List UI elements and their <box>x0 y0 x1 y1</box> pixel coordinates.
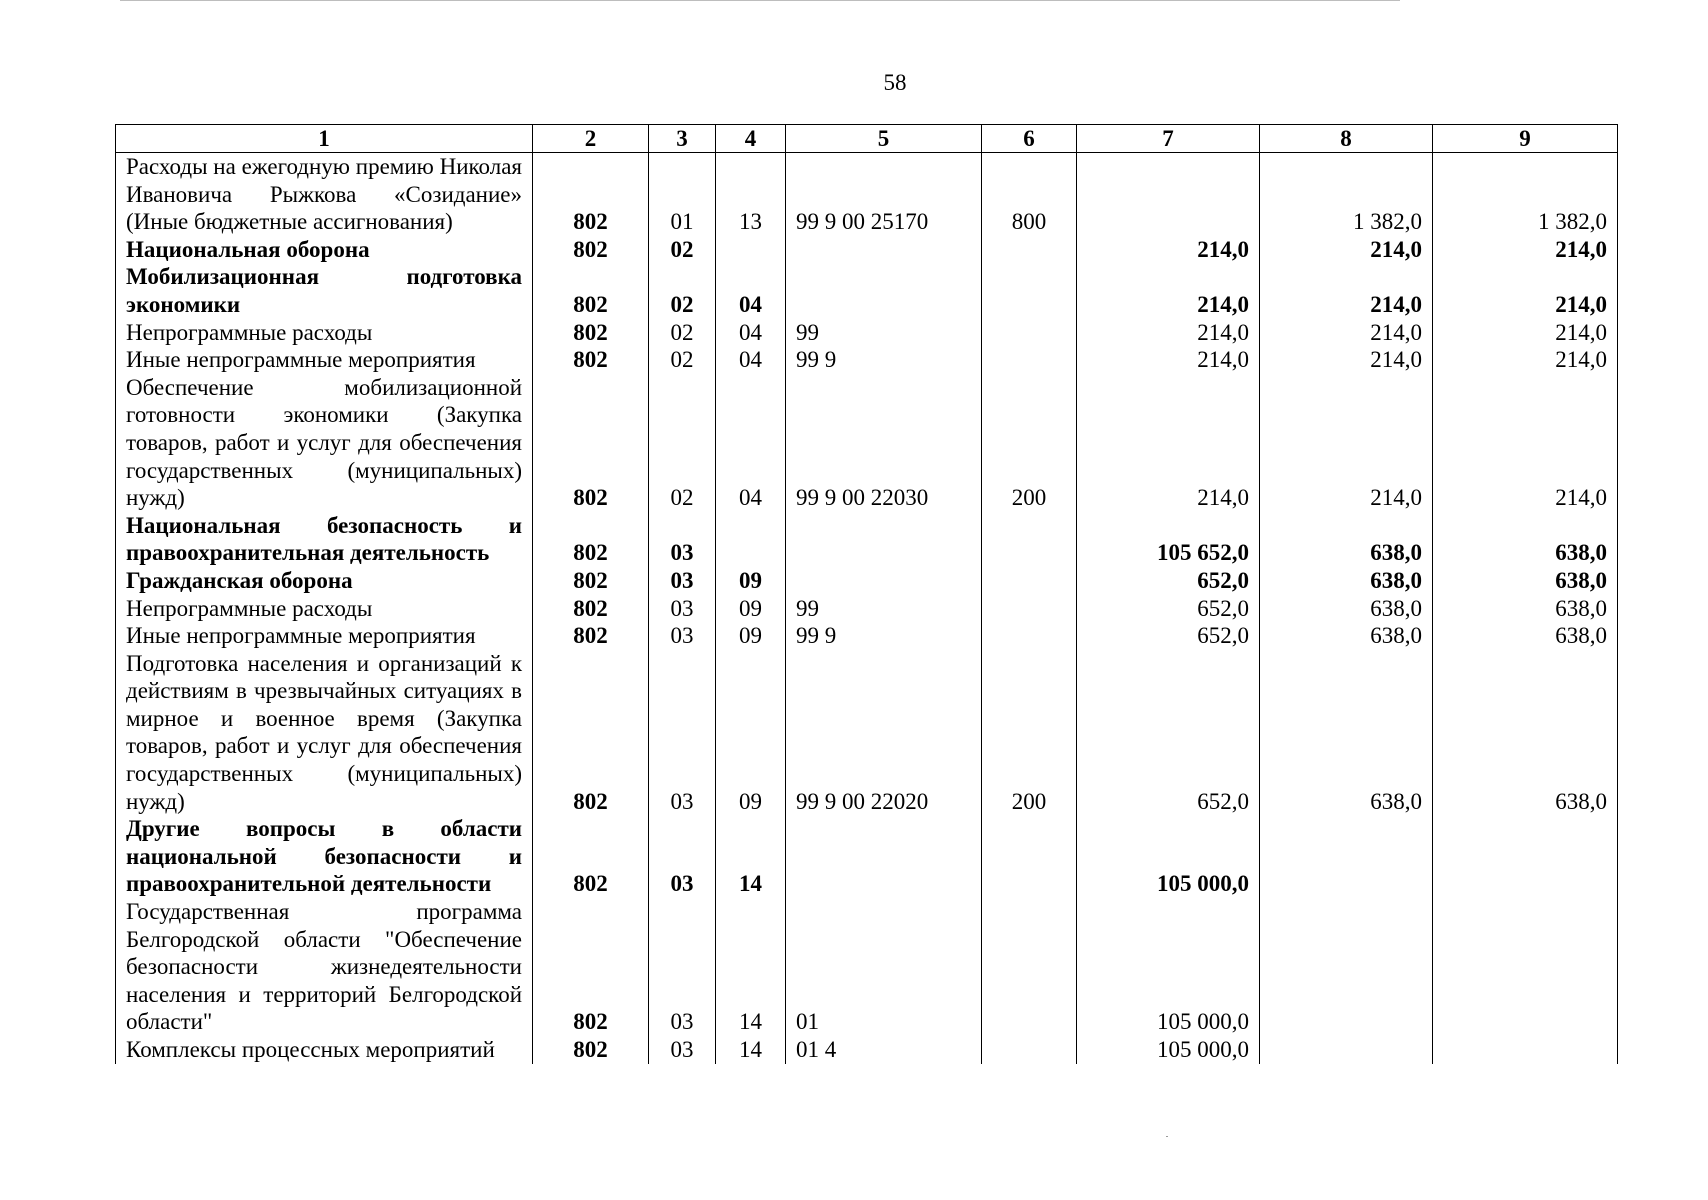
cell-col9: 638,0 <box>1433 595 1618 623</box>
budget-table-container <box>115 124 1617 1106</box>
cell-col2: 802 <box>533 512 649 567</box>
cell-col2: 802 <box>533 815 649 898</box>
cell-col2: 802 <box>533 622 649 650</box>
cell-col9: 214,0 <box>1433 346 1618 374</box>
row-name: Национальная оборона <box>116 236 533 264</box>
page-number: 58 <box>883 70 907 95</box>
cell-col3: 02 <box>649 346 716 374</box>
cell-col7: 105 000,0 <box>1077 815 1260 898</box>
cell-col6 <box>982 567 1077 595</box>
table-row <box>116 346 1618 374</box>
cell-col6 <box>982 512 1077 567</box>
cell-col5 <box>786 567 982 595</box>
cell-col4 <box>716 236 786 264</box>
table-row <box>116 374 1618 512</box>
cell-col8: 638,0 <box>1260 595 1433 623</box>
cell-col6 <box>982 346 1077 374</box>
cell-col9: 638,0 <box>1433 512 1618 567</box>
cell-col6: 200 <box>982 374 1077 512</box>
cell-col3: 03 <box>649 815 716 898</box>
cell-col8: 214,0 <box>1260 319 1433 347</box>
cell-col3: 03 <box>649 898 716 1036</box>
cell-col6: 800 <box>982 153 1077 236</box>
cell-col2: 802 <box>533 319 649 347</box>
cell-col7: 214,0 <box>1077 346 1260 374</box>
cell-col3: 03 <box>649 512 716 567</box>
cell-col6 <box>982 263 1077 318</box>
cell-col7: 652,0 <box>1077 622 1260 650</box>
cell-col6 <box>982 595 1077 623</box>
cell-col6: 200 <box>982 650 1077 816</box>
cell-col7: 214,0 <box>1077 374 1260 512</box>
cell-col6 <box>982 236 1077 264</box>
table-row <box>116 815 1618 898</box>
cell-col2: 802 <box>533 650 649 816</box>
table-header-row <box>116 125 1618 153</box>
cell-col5: 99 9 00 22020 <box>786 650 982 816</box>
table-row <box>116 512 1618 567</box>
cell-col8: 214,0 <box>1260 263 1433 318</box>
cell-col2: 802 <box>533 153 649 236</box>
table-row <box>116 1036 1618 1064</box>
cell-col8 <box>1260 1036 1433 1064</box>
cell-col4: 14 <box>716 898 786 1036</box>
row-name: Подготовка населения и организаций к действиям в чрезвычайных ситуациях в мирное и военное время (Закупка товаров, работ и услуг для обеспечения государственных (муниципальных) нужд) <box>116 650 533 816</box>
cell-col4: 13 <box>716 153 786 236</box>
cell-col8: 214,0 <box>1260 236 1433 264</box>
cell-col4: 14 <box>716 1036 786 1064</box>
column-header-3: 3 <box>649 125 716 153</box>
cell-col7: 214,0 <box>1077 263 1260 318</box>
cell-col5 <box>786 236 982 264</box>
cell-col4: 04 <box>716 346 786 374</box>
cell-col8 <box>1260 898 1433 1036</box>
cell-col3: 02 <box>649 374 716 512</box>
cell-col2: 802 <box>533 346 649 374</box>
cell-col8: 214,0 <box>1260 374 1433 512</box>
cell-col3: 03 <box>649 595 716 623</box>
cell-col7: 105 000,0 <box>1077 898 1260 1036</box>
row-name: Гражданская оборона <box>116 567 533 595</box>
cell-col7: 652,0 <box>1077 567 1260 595</box>
row-name: Комплексы процессных мероприятий <box>116 1036 533 1064</box>
table-row <box>116 567 1618 595</box>
table-row <box>116 898 1618 1036</box>
cell-col5: 99 9 00 22030 <box>786 374 982 512</box>
cell-col4: 04 <box>716 263 786 318</box>
column-header-5: 5 <box>786 125 982 153</box>
cell-col4: 09 <box>716 650 786 816</box>
cell-col5: 99 9 <box>786 346 982 374</box>
cell-col3: 03 <box>649 622 716 650</box>
cell-col3: 03 <box>649 1036 716 1064</box>
cell-col6 <box>982 815 1077 898</box>
cell-col8: 1 382,0 <box>1260 153 1433 236</box>
cell-col3: 01 <box>649 153 716 236</box>
column-header-6: 6 <box>982 125 1077 153</box>
cell-col2: 802 <box>533 1036 649 1064</box>
cell-col8: 638,0 <box>1260 650 1433 816</box>
cell-col9: 1 382,0 <box>1433 153 1618 236</box>
cell-col5: 01 4 <box>786 1036 982 1064</box>
table-row <box>116 319 1618 347</box>
cell-col8 <box>1260 815 1433 898</box>
column-header-4: 4 <box>716 125 786 153</box>
cell-col7: 214,0 <box>1077 319 1260 347</box>
top-border-line <box>120 0 1400 1</box>
column-header-1: 1 <box>116 125 533 153</box>
row-name: Мобилизационная подготовка экономики <box>116 263 533 318</box>
column-header-2: 2 <box>533 125 649 153</box>
cell-col9: 638,0 <box>1433 650 1618 816</box>
cell-col8: 638,0 <box>1260 622 1433 650</box>
cell-col4: 09 <box>716 567 786 595</box>
cell-col7 <box>1077 153 1260 236</box>
column-header-9: 9 <box>1433 125 1618 153</box>
row-name: Расходы на ежегодную премию Николая Ивановича Рыжкова «Созидание» (Иные бюджетные ассигнования) <box>116 153 533 236</box>
table-row <box>116 263 1618 318</box>
table-row <box>116 153 1618 236</box>
cell-col9: 214,0 <box>1433 263 1618 318</box>
cell-col4 <box>716 512 786 567</box>
cell-col4: 09 <box>716 595 786 623</box>
cell-col6 <box>982 622 1077 650</box>
column-header-7: 7 <box>1077 125 1260 153</box>
cell-col4: 04 <box>716 374 786 512</box>
cell-col9: 214,0 <box>1433 236 1618 264</box>
cell-col8: 214,0 <box>1260 346 1433 374</box>
cell-col9 <box>1433 1036 1618 1064</box>
cell-col8: 638,0 <box>1260 567 1433 595</box>
cell-col3: 02 <box>649 236 716 264</box>
cell-col5: 99 9 <box>786 622 982 650</box>
cell-col2: 802 <box>533 567 649 595</box>
cell-col9 <box>1433 898 1618 1036</box>
cell-col3: 02 <box>649 263 716 318</box>
cell-col3: 02 <box>649 319 716 347</box>
cell-col6 <box>982 319 1077 347</box>
cell-col6 <box>982 1036 1077 1064</box>
row-name: Обеспечение мобилизационной готовности экономики (Закупка товаров, работ и услуг для обеспечения государственных (муниципальных) нужд) <box>116 374 533 512</box>
cell-col5: 99 9 00 25170 <box>786 153 982 236</box>
row-name: Иные непрограммные мероприятия <box>116 622 533 650</box>
cell-col7: 105 000,0 <box>1077 1036 1260 1064</box>
cell-col5 <box>786 263 982 318</box>
cell-col2: 802 <box>533 263 649 318</box>
cell-col2: 802 <box>533 898 649 1036</box>
cell-col5 <box>786 512 982 567</box>
cell-col9: 214,0 <box>1433 374 1618 512</box>
row-name: Государственная программа Белгородской области "Обеспечение безопасности жизнедеятельности населения и территорий Белгородской области" <box>116 898 533 1036</box>
table-row <box>116 622 1618 650</box>
budget-table <box>115 124 1618 1064</box>
row-name: Непрограммные расходы <box>116 319 533 347</box>
table-row <box>116 236 1618 264</box>
cell-col5: 99 <box>786 319 982 347</box>
row-name: Непрограммные расходы <box>116 595 533 623</box>
cell-col8: 638,0 <box>1260 512 1433 567</box>
cell-col9 <box>1433 815 1618 898</box>
cell-col2: 802 <box>533 595 649 623</box>
row-name: Национальная безопасность и правоохранительная деятельность <box>116 512 533 567</box>
scan-speck <box>1166 1136 1168 1137</box>
column-header-8: 8 <box>1260 125 1433 153</box>
cell-col5 <box>786 815 982 898</box>
cell-col3: 03 <box>649 650 716 816</box>
cell-col7: 652,0 <box>1077 595 1260 623</box>
cell-col7: 105 652,0 <box>1077 512 1260 567</box>
cell-col9: 214,0 <box>1433 319 1618 347</box>
cell-col2: 802 <box>533 374 649 512</box>
cell-col5: 99 <box>786 595 982 623</box>
cell-col9: 638,0 <box>1433 622 1618 650</box>
table-row <box>116 595 1618 623</box>
cell-col4: 14 <box>716 815 786 898</box>
cell-col7: 652,0 <box>1077 650 1260 816</box>
table-row <box>116 650 1618 816</box>
cell-col5: 01 <box>786 898 982 1036</box>
cell-col4: 09 <box>716 622 786 650</box>
cell-col4: 04 <box>716 319 786 347</box>
row-name: Другие вопросы в области национальной безопасности и правоохранительной деятельности <box>116 815 533 898</box>
cell-col7: 214,0 <box>1077 236 1260 264</box>
cell-col9: 638,0 <box>1433 567 1618 595</box>
row-name: Иные непрограммные мероприятия <box>116 346 533 374</box>
cell-col6 <box>982 898 1077 1036</box>
cell-col2: 802 <box>533 236 649 264</box>
cell-col3: 03 <box>649 567 716 595</box>
